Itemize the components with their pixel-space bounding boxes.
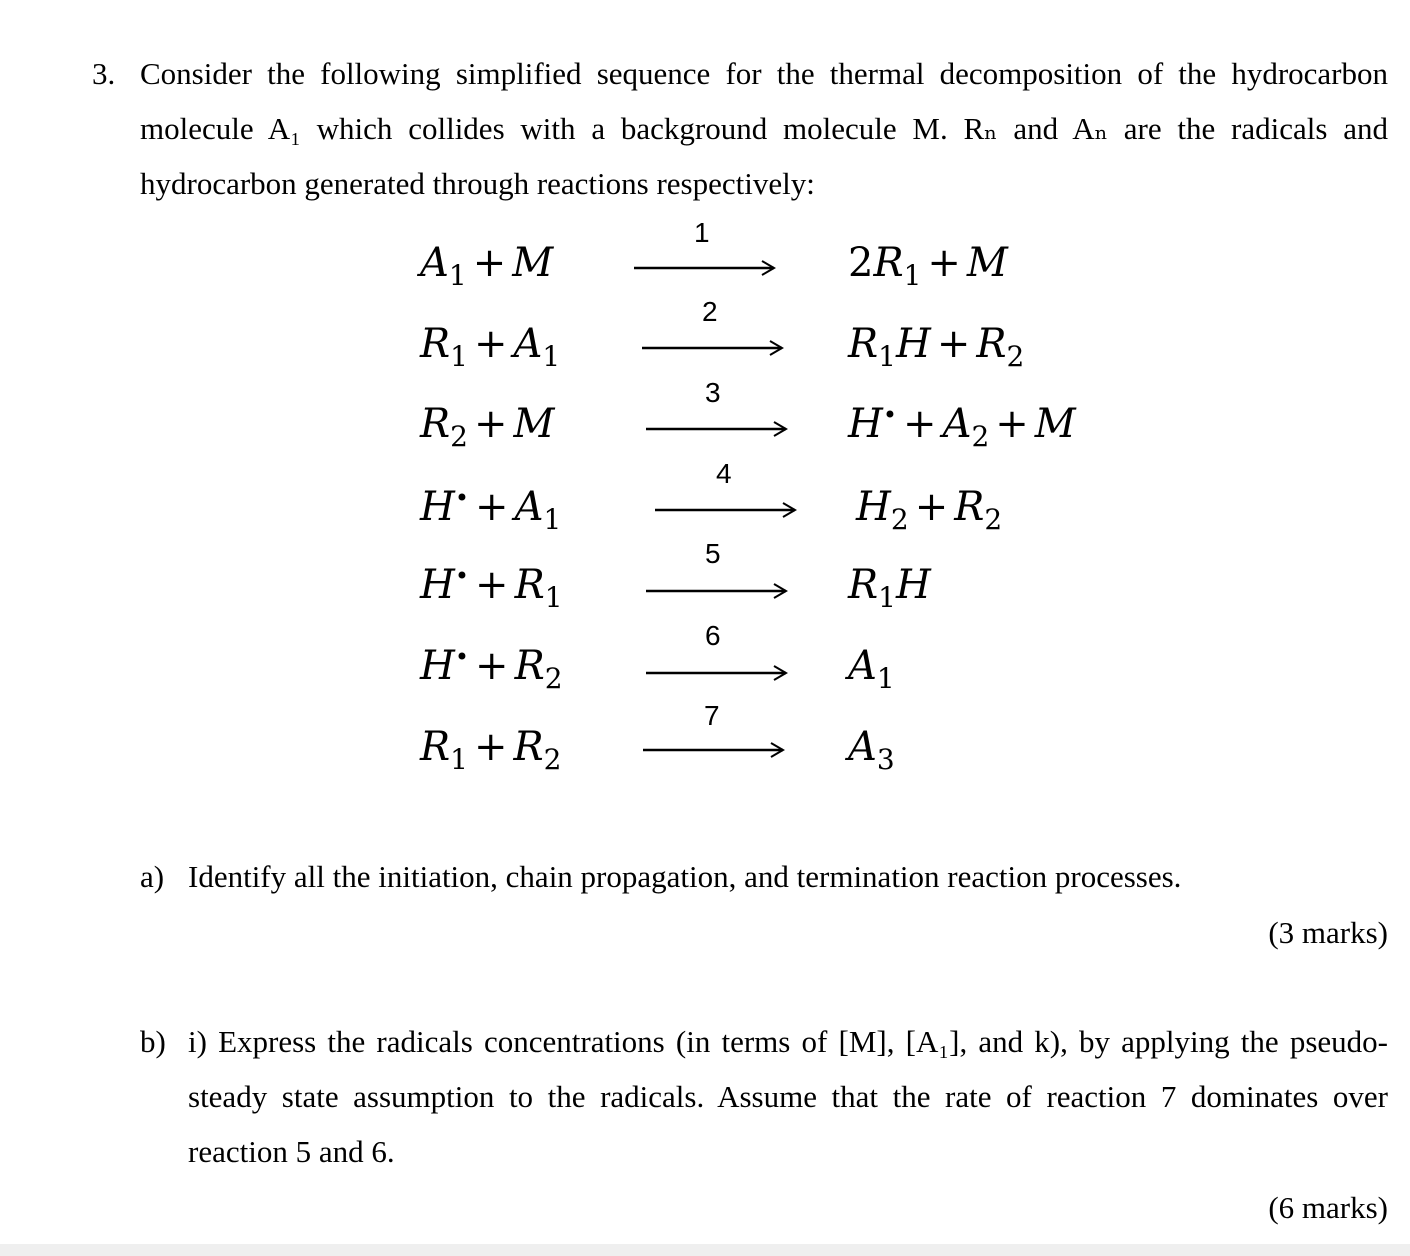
part-b-label: b) [140,1024,166,1059]
reaction-number: 1 [694,217,710,248]
reaction-number: 5 [705,538,721,569]
reaction-lhs: $H^• + R_2$ [420,643,563,695]
part-a-text: Identify all the initiation, chain propagation, and termination reaction processes. [188,859,1182,894]
part-a-marks: (3 marks) [1268,915,1388,950]
intro-line-1: Consider the following simplified sequence for the thermal decomposition of the hydrocarbon [140,56,1388,91]
part-b-line-1: i) Express the radicals concentrations (in terms of [M], [A₁], and k), by applying the pseudo- [188,1024,1388,1059]
question-intro [140,46,1388,211]
reaction-rhs: $R_1H$ [848,562,931,614]
part-a-label: a) [140,859,165,894]
reaction-arrow [646,663,791,683]
reaction-rhs: $H_2 + R_2$ [856,484,1003,536]
reaction-lhs: $H^• + A_1$ [420,484,562,536]
reaction-arrow [643,740,788,760]
part-b-text [188,1014,1388,1179]
reaction-rhs: $2R_1 + M$ [848,240,1008,292]
reaction-rhs: $A_3$ [848,724,895,776]
reaction-lhs: $R_1 + A_1$ [420,321,561,373]
reaction-number: 7 [704,700,720,731]
reaction-arrow [655,500,800,520]
reaction-arrow [646,581,791,601]
part-b-line-2: steady state assumption to the radicals. Assume that the rate of reaction 7 dominates over [188,1079,1388,1114]
intro-line-2: molecule A₁ which collides with a background molecule M. Rₙ and Aₙ are the radicals and [140,111,1388,146]
question-number: 3. [92,56,116,91]
reaction-number: 3 [705,377,721,408]
reaction-rhs: $A_1$ [848,643,895,695]
reaction-lhs: $R_2 + M$ [420,401,555,453]
reaction-number: 2 [702,296,718,327]
reaction-arrow [642,338,787,358]
reaction-arrow [646,419,791,439]
reaction-lhs: $H^• + R_1$ [420,562,563,614]
part-b-line-3: reaction 5 and 6. [188,1134,395,1169]
reaction-rhs: $R_1H + R_2$ [848,321,1025,373]
page-bottom-edge [0,1244,1410,1256]
reaction-number: 4 [716,458,732,489]
reaction-rhs: $H^• + A_2 + M$ [848,401,1076,453]
part-b-marks: (6 marks) [1268,1190,1388,1225]
reaction-lhs: $A_1 + M$ [420,240,554,292]
reaction-number: 6 [705,620,721,651]
intro-line-3: hydrocarbon generated through reactions respectively: [140,166,815,201]
reaction-lhs: $R_1 + R_2$ [420,724,562,776]
reaction-arrow [634,258,779,278]
